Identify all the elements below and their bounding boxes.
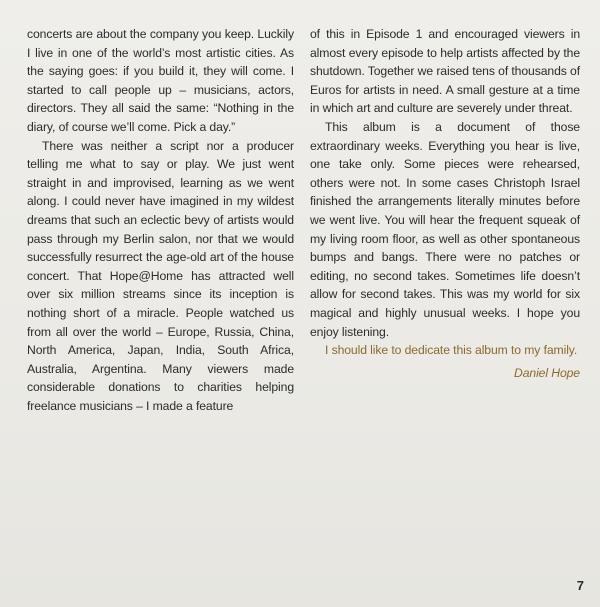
dedication: I should like to dedicate this album to my family. xyxy=(325,343,578,358)
page-number: 7 xyxy=(576,578,584,593)
left-paragraph-2: There was neither a script nor a producer telling me what to say or play. We just went straight in and improvised, learning as we went along. I could never have imagined in my wildest dreams that such an eclectic bevy of artists would pass through my Berlin salon, nor that we would successfully resurrect the age-old art of the house concert. That Hope@Home has attracted well over six million streams since its inception is nothing short of a miracle. People watched us from all over the world – Europe, Russia, China, North America, Japan, India, South Africa, Australia, Argentina. Many viewers made considerable donations to charities helping freelance musicians – I made a feature xyxy=(27,138,294,413)
left-paragraph-1: concerts are about the company you keep. Luckily I live in one of the world’s most artistic cities. As the saying goes: if you build it, they will come. I started to call people up – musicians, actors, directors. They all said the same: “Nothing in the diary, of course we’ll come. Pick a day.” xyxy=(27,27,294,134)
author-signature: Daniel Hope xyxy=(514,365,580,380)
right-paragraph-1: of this in Episode 1 and encouraged viewers in almost every episode to help artists affected by the shutdown. Together we raised tens of thousands of Euros for artists in need. A small gesture at a time in which art and culture are severely under threat. xyxy=(310,27,580,116)
right-column xyxy=(310,25,580,382)
left-column xyxy=(27,25,294,415)
right-paragraph-2: This album is a document of those extraordinary weeks. Everything you hear is live, one take only. Some pieces were rehearsed, others were not. In some cases Christoph Israel finished the arrangements literally minutes before we went live. You will hear the frequent squeak of my living room floor, as well as other spontaneous bumps and bangs. There were no patches or editing, no second takes. Sometimes life doesn’t allow for second takes. This was my world for six magical and highly unusual weeks. I hope you enjoy listening. xyxy=(310,119,580,339)
